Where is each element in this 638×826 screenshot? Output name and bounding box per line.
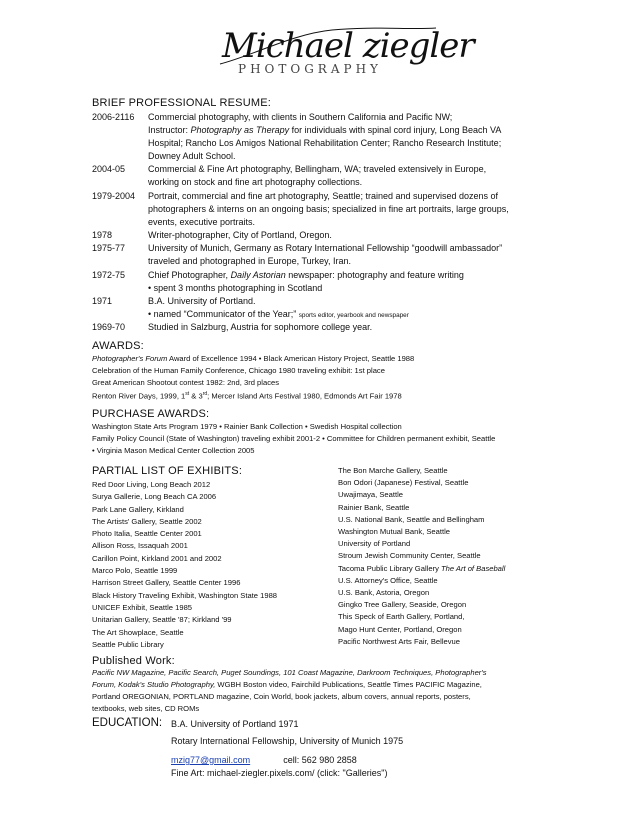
fine-art-link[interactable]: Fine Art: michael-ziegler.pixels.com/ (click: "Galleries") xyxy=(171,768,388,778)
awards-line: Renton River Days, 1999, 1st & 3rd; Mercer Island Arts Festival 1980, Edmonds Art Fair 1978 xyxy=(92,391,402,401)
exhibit-item: Pacific Northwest Arts Fair, Bellevue xyxy=(338,636,460,646)
exhibit-item: Park Lane Gallery, Kirkland xyxy=(92,504,184,514)
exhibits-left-list xyxy=(92,479,277,651)
logo-script: Michael ziegler xyxy=(222,26,474,66)
exhibit-item: Black History Traveling Exhibit, Washington State 1988 xyxy=(92,590,278,600)
exhibit-item: Marco Polo, Seattle 1999 xyxy=(92,566,178,576)
email-link[interactable]: mzig77@gmail.com xyxy=(171,755,251,765)
awards-line: Great American Shootout contest 1982: 2nd, 3rd places xyxy=(92,378,280,387)
exhibit-item: Allison Ross, Issaquah 2001 xyxy=(92,541,188,551)
exhibit-item: The Bon Marche Gallery, Seattle xyxy=(338,466,448,475)
exhibit-item: Mago Hunt Center, Portland, Oregon xyxy=(338,624,462,634)
exhibits-right-list xyxy=(338,465,505,648)
exhibit-item: Carillon Point, Kirkland 2001 and 2002 xyxy=(92,553,222,563)
exhibit-item: University of Portland xyxy=(338,539,411,549)
purchase-line: Washington State Arts Program 1979 • Rainier Bank Collection • Swedish Hospital collection xyxy=(92,422,402,431)
exhibit-item: Rainier Bank, Seattle xyxy=(338,502,410,512)
contact-line xyxy=(171,755,357,767)
purchase-line: • Virginia Mason Medical Center Collection 2005 xyxy=(92,446,255,455)
exhibit-item: The Art Showplace, Seattle xyxy=(92,627,184,637)
published-line: textbooks, web sites, CD ROMs xyxy=(92,704,200,713)
exhibit-item: UNICEF Exhibit, Seattle 1985 xyxy=(92,602,193,612)
exhibit-item: U.S. Bank, Astoria, Oregon xyxy=(338,588,430,598)
education-line: Rotary International Fellowship, University of Munich 1975 xyxy=(171,736,404,746)
exhibit-item: Unitarian Gallery, Seattle '87; Kirkland '99 xyxy=(92,615,232,625)
purchase-line: Family Policy Council (State of Washington) traveling exhibit 2001-2 • Committee for Children permanent exhibit, Seattle xyxy=(92,434,496,443)
education-heading: EDUCATION: xyxy=(92,717,163,729)
published-line: Portland OREGONIAN, PORTLAND magazine, Coin World, book jackets, album covers, annual reports, posters, xyxy=(92,692,471,701)
resume-heading: BRIEF PROFESSIONAL RESUME: xyxy=(92,97,271,109)
published-line: Pacific NW Magazine, Pacific Search, Puget Soundings, 101 Coast Magazine, Darkroom Techniques, Photographer's xyxy=(92,668,487,677)
exhibit-item: Bon Odori (Japanese) Festival, Seattle xyxy=(338,478,469,488)
exhibit-item: The Artists' Gallery, Seattle 2002 xyxy=(92,516,202,526)
exhibit-item: This Speck of Earth Gallery, Portland, xyxy=(338,612,465,622)
exhibit-item: Harrison Street Gallery, Seattle Center 1996 xyxy=(92,578,241,588)
exhibit-item: Uwajimaya, Seattle xyxy=(338,490,403,500)
education-line: B.A. University of Portland 1971 xyxy=(171,719,299,729)
exhibit-item: Red Door Living, Long Beach 2012 xyxy=(92,480,211,489)
awards-heading: AWARDS: xyxy=(92,340,144,352)
exhibit-item: U.S. Attorney's Office, Seattle xyxy=(338,575,438,585)
logo-photography: PHOTOGRAPHY xyxy=(238,62,382,76)
exhibit-item: Washington Mutual Bank, Seattle xyxy=(338,527,451,537)
exhibit-item: U.S. National Bank, Seattle and Bellingham xyxy=(338,514,485,524)
exhibit-item: Tacoma Public Library Gallery The Art of Baseball xyxy=(338,563,506,573)
exhibits-heading: PARTIAL LIST OF EXHIBITS: xyxy=(92,465,243,477)
published-heading: Published Work: xyxy=(92,655,175,667)
exhibit-item: Surya Gallerie, Long Beach CA 2006 xyxy=(92,492,217,502)
exhibit-item: Photo Italia, Seattle Center 2001 xyxy=(92,529,202,539)
purchase-heading: PURCHASE AWARDS: xyxy=(92,408,210,420)
exhibit-item: Seattle Public Library xyxy=(92,639,164,649)
exhibit-item: Stroum Jewish Community Center, Seattle xyxy=(338,551,481,561)
exhibit-item: Gingko Tree Gallery, Seaside, Oregon xyxy=(338,600,467,610)
awards-line: Celebration of the Human Family Conference, Chicago 1980 traveling exhibit: 1st place xyxy=(92,366,385,375)
awards-line: Photographer's Forum Award of Excellence 1994 • Black American History Project, Seattle 1988 xyxy=(92,354,415,363)
cell-phone: cell: 562 980 2858 xyxy=(283,755,357,765)
published-line: Forum, Kodak's Studio Photography, WGBH Boston video, Fairchild Publications, Seattle Times PACIFIC Magazine, xyxy=(92,680,482,689)
